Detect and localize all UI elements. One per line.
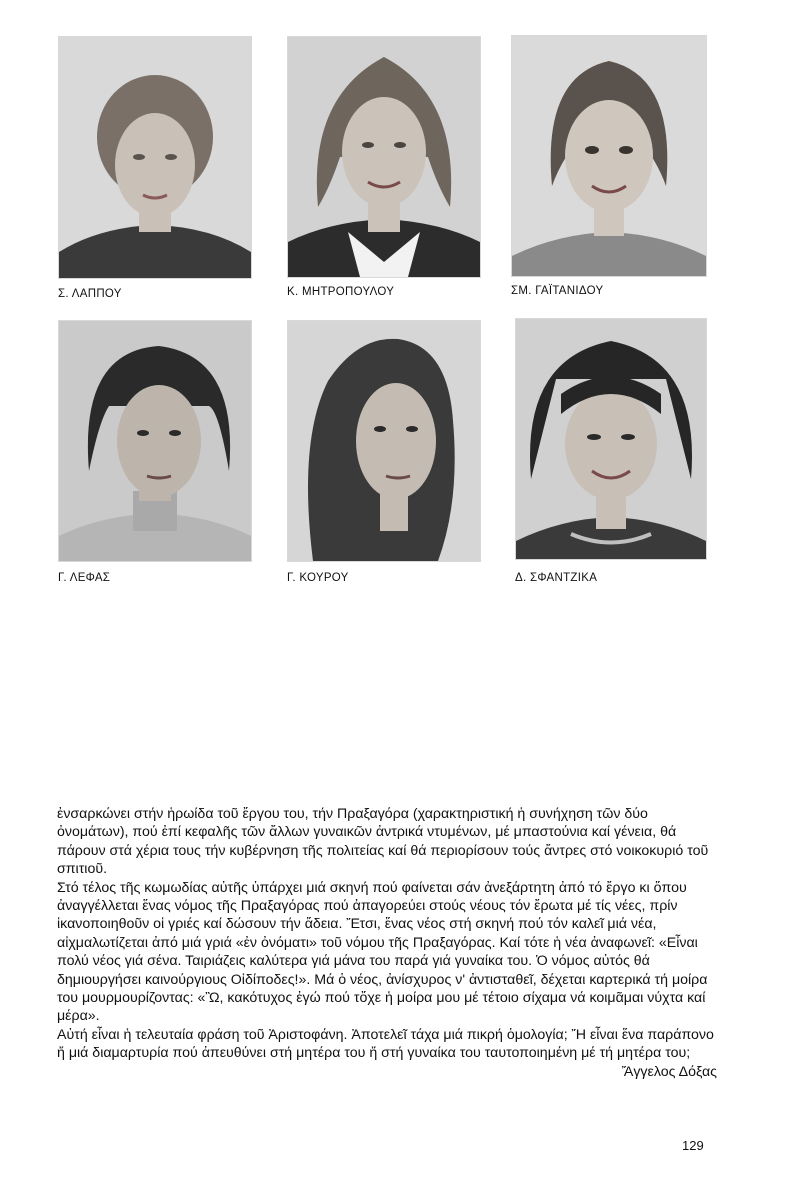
portrait-caption-kourou: Γ. ΚΟΥΡΟΥ xyxy=(287,572,349,584)
article-paragraph: ἐνσαρκώνει στήν ἡρωίδα τοῦ ἔργου του, τήν Πραξαγόρα (χαρακτηριστική ἡ συνήχηση τῶν δύο ὀνομάτων), πού ἐπί κεφαλῆς τῶν ἄλλων γυναικῶν ἀντρικά ντυμένων, μέ μπαστούνια καί γένεια, θά πάρουν στά χέρια τους τήν κυβέρνηση τῆς πολιτείας καί θά περιορίσουν τούς ἄντρες στό νοικοκυριό τοῦ σπιτιοῦ. xyxy=(57,806,709,878)
page-number: 129 xyxy=(682,1138,704,1153)
portrait-photo-sfantzika xyxy=(515,318,707,560)
portrait-photo-gaitanidou xyxy=(511,35,707,277)
portrait-photo-mitropoulou xyxy=(287,36,481,278)
portrait-caption-lefas: Γ. ΛΕΦΑΣ xyxy=(58,572,111,584)
article-author: Ἄγγελος Δόξας xyxy=(621,1063,717,1080)
portrait-caption-sfantzika: Δ. ΣΦΑΝΤΖΙΚΑ xyxy=(515,572,598,584)
article-paragraph: Στό τέλος τῆς κωμωδίας αὐτῆς ὑπάρχει μιά σκηνή πού φαίνεται σάν ἀνεξάρτητη ἀπό τό ἔργο κι ὅπου ἀναγγέλλεται ἕνας νόμος τῆς Πραξαγόρας πού ἀπαγορεύει στούς νέους τόν ἔρωτα μέ τίς νέες, πρίν ἱκανοποιηθοῦν οἱ γριές καί δώσουν τήν ἄδεια. Ἔτσι, ἕνας νέος στή σκηνή πού τόν καλεῖ μιά νέα, αἰχμαλωτίζεται ἀπό μιά γριά «ἐν ὀνόματι» τοῦ νόμου τῆς Πραξαγόρας. Καί τότε ἡ νέα ἀναφωνεῖ: «Εἶναι πολύ νέος γιά σένα. Ταιριάζεις καλύτερα γιά μάνα του παρά γιά γυναίκα του. Ὁ νόμος αὐτός θά δημιουργήσει καινούργιους Οἰδίποδες!». Μά ὁ νέος, ἀνίσχυρος ν' ἀντισταθεῖ, δέχεται καρτερικά τή μοίρα του μουρμουρίζοντας: «Ὢ, κακότυχος ἐγώ πού τὄχε ἡ μοίρα μου μέ τέτοιο σίχαμα νά κοιμᾶμαι νύχτα καί μέρα». xyxy=(57,879,708,1025)
portrait-photo-lefas xyxy=(58,320,252,562)
portrait-caption-gaitanidou: ΣΜ. ΓΑΪΤΑΝΙΔΟΥ xyxy=(511,285,604,297)
article-paragraph: Αὐτή εἶναι ἡ τελευταία φράση τοῦ Ἀριστοφάνη. Ἀποτελεῖ τάχα μιά πικρή ὁμολογία; Ἤ εἶναι ἕνα παράπονο ἤ μιά διαμαρτυρία πού ἀπευθύνει στή μητέρα του ἤ στή γυναίκα του ταυτοποιημένη μέ τή μητέρα του; xyxy=(57,1026,714,1062)
portrait-caption-mitropoulou: Κ. ΜΗΤΡΟΠΟΥΛΟΥ xyxy=(287,286,395,298)
article-body xyxy=(57,805,717,1081)
portrait-photo-lappou xyxy=(58,36,252,279)
portrait-photo-kourou xyxy=(287,320,481,562)
portrait-caption-lappou: Σ. ΛΑΠΠΟΥ xyxy=(58,288,122,300)
